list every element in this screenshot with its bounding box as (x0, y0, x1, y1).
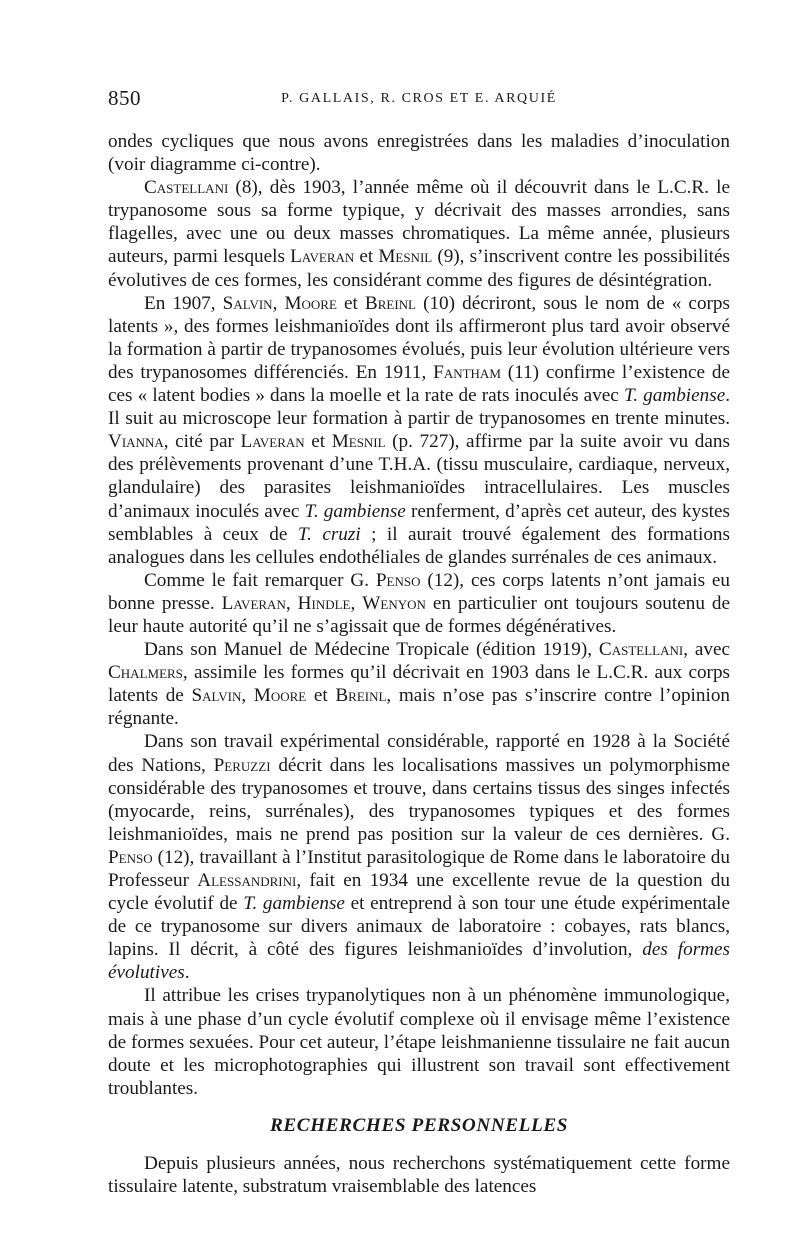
text-run: en particulier ont toujours soutenu de leur haute autorité qu’il ne s’agissait que de formes dégénératives. (108, 592, 731, 637)
author-name: Wenyon (362, 592, 426, 614)
paragraph (108, 292, 730, 569)
text-run: , (350, 592, 363, 614)
text-run: (12), travaillant à l’Institut parasitologique de Rome dans le laboratoire du Professeur (108, 846, 730, 891)
text-run: Dans son travail expérimental considérable, rapporté en 1928 à la Société des Nations, (108, 731, 730, 776)
running-head: P. GALLAIS, R. CROS ET E. ARQUIÉ (281, 91, 557, 106)
text-run: En 1907, (144, 292, 223, 314)
author-name: Moore (253, 685, 307, 707)
text-run: , assimile les formes qu’il décrivait en 1903 dans le L.C.R. aux corps latents de (108, 662, 730, 707)
text-run: renferment, d’après cet auteur, des kystes semblables à ceux de (108, 500, 730, 545)
text-run: ; il aurait trouvé également des formations analogues dans les cellules endothéliales de glandes surrénales de ces animaux. (108, 523, 730, 568)
text-run: Dans son Manuel de Médecine Tropicale (édition 1919), (144, 639, 599, 661)
author-name: Laveran (221, 592, 286, 614)
text-run: , avec (683, 639, 730, 661)
author-name: Laveran (290, 246, 355, 268)
text-run: (12), ces corps latents n’ont jamais eu bonne presse. (108, 569, 731, 614)
italic-text: T. gambiense (623, 385, 726, 407)
author-name: Fantham (433, 361, 501, 383)
author-name: Mesnil (378, 246, 433, 268)
paragraph (108, 176, 730, 291)
author-name: Breinl (364, 292, 416, 314)
text-run: et (306, 685, 336, 707)
author-name: Castellani (144, 177, 229, 199)
text-run: et (336, 292, 365, 314)
paragraph (108, 130, 730, 176)
text-run: , fait en 1934 une excellente revue de la question du cycle évolutif de (108, 870, 730, 915)
author-name: Breinl (335, 685, 387, 707)
italic-text: T. gambiense (304, 500, 406, 522)
text-run: et (304, 431, 332, 453)
author-name: Peruzzi (213, 754, 271, 776)
text-run: Depuis plusieurs années, nous recherchons systématiquement cette forme tissulaire latente, substratum vraisemblable des latences (108, 1153, 730, 1198)
author-name: Penso (108, 846, 153, 868)
text-run: , mais n’ose pas s’inscrire contre l’opinion régnante. (108, 685, 731, 730)
italic-text: T. gambiense (243, 893, 345, 915)
text-run: (8), dès 1903, l’année même où il découvrit dans le L.C.R. le trypanosome sous sa forme typique, y décrivait des masses arrondies, sans flagelles, avec une ou deux masses chromatiques. La même année, plusieurs auteurs, parmi lesquels (108, 177, 730, 268)
author-name: Chalmers (108, 662, 183, 684)
page-header (108, 86, 730, 116)
paragraph (108, 1152, 730, 1198)
author-name: Castellani (598, 639, 684, 661)
author-name: Salvin (191, 685, 242, 707)
text-run: ondes cycliques que nous avons enregistrées dans les maladies d’inoculation (voir diagramme ci-contre). (108, 131, 730, 176)
italic-text: T. cruzi (297, 523, 361, 545)
text-run: , (241, 685, 254, 707)
text-run: , cité par (163, 431, 241, 453)
text-run: et (354, 246, 379, 268)
author-name: Hindle (297, 592, 351, 614)
author-name: Vianna (108, 431, 164, 453)
text-run: (p. 727), affirme par la suite avoir vu dans des prélèvements provenant d’une T.H.A. (tissu musculaire, cardiaque, nerveux, glandulaire) des parasites leishmanioïdes intracellulaires. Les muscles d’animaux inoculés avec (108, 431, 730, 522)
paragraph (108, 569, 730, 638)
body-text (108, 130, 730, 1198)
author-name: Alessandrini (197, 870, 297, 891)
author-name: Laveran (240, 431, 305, 453)
italic-text: des formes évolutives (108, 939, 730, 984)
text-run: , (285, 592, 298, 614)
page-number: 850 (108, 86, 141, 110)
paragraph (108, 984, 730, 1099)
author-name: Mesnil (331, 431, 386, 453)
paragraph (108, 638, 730, 730)
text-run: et entreprend à son tour une étude expérimentale de ce trypanosome sur divers animaux de laboratoire : cobayes, rats blancs, lapins. Il décrit, à côté des figures leishmanioïdes d’involution, (108, 893, 730, 961)
text-run: . Il suit au microscope leur formation à partir de trypanosomes en trente minutes. (108, 385, 731, 430)
text-run: Comme le fait remarquer G. (144, 569, 376, 591)
text-run: Il attribue les crises trypanolytiques non à un phénomène immunologique, mais à une phase d’un cycle évolutif complexe où il envisage même l’existence de formes sexuées. Pour cet auteur, l’étape leishmanienne tissulaire ne fait aucun doute et les microphotographies qui illustrent son travail sont effectivement troublantes. (108, 985, 730, 1099)
text-run: (9), s’inscrivent contre les possibilités évolutives de ces formes, les considérant comme des figures de désintégration. (108, 246, 730, 291)
text-run: (10) décriront, sous le nom de « corps latents », des formes leishmanioïdes dont ils affirmeront plus tard avoir observé la formation à partir de trypanosomes évolués, puis leur évolution ultérieure vers des trypanosomes différenciés. En 1911, (108, 292, 730, 383)
author-name: Moore (284, 292, 337, 314)
text-run: , (272, 292, 285, 314)
text-run: décrit dans les localisations massives un polymorphisme considérable des trypanosomes et trouve, dans certains tissus des singes infectés (myocarde, reins, surrénales), des trypanosomes typiques et des formes leishmanioïdes, mais ne prend pas position sur la valeur de ces dernières. G. (108, 754, 730, 845)
author-name: Salvin (222, 292, 273, 314)
author-name: Penso (375, 569, 421, 591)
paragraph (108, 730, 730, 984)
section-heading (108, 1114, 730, 1137)
text-run: (11) confirme l’existence de ces « latent bodies » dans la moelle et la rate de rats inoculés avec (108, 361, 730, 407)
text-run: . (184, 962, 190, 984)
text-run: RECHERCHES PERSONNELLES (270, 1114, 568, 1136)
